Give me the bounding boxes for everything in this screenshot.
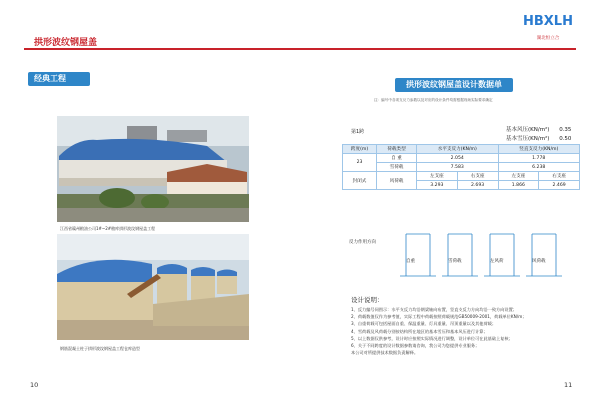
header-horizontal: 水平支反力(KN/m) [417, 145, 499, 154]
load-type-self: 自 重 [377, 154, 417, 163]
diagram-box-wind: 风荷载 [532, 259, 546, 264]
design-note-item: 2、荷载数值仅作为参考值，实际工程中荷载按照荷载规范GB50009-2001，荷载单位KN/m； [351, 314, 527, 320]
design-notes-title: 设计说明： [351, 296, 384, 304]
project-photo-2 [57, 234, 249, 340]
table-row [343, 154, 580, 163]
h-snow: 7.583 [417, 163, 499, 172]
section-tag-classic-projects: 经典工程 [28, 72, 90, 86]
side-label: 右支座 [457, 172, 498, 181]
side-label: 左支座 [498, 172, 539, 181]
snow-pressure-label: 基本雪压(KN/m²) [506, 136, 550, 142]
design-note-item: 6、关于不同跨度的设计数据参数请咨询，我公司为您提供专业服务； [351, 343, 480, 349]
design-note-item: 本公司对所提供技术数据负责解释。 [351, 350, 419, 356]
design-note: 注：编号中各项支反力参数以及对应的设计条件均需根据现场实际要求确定 [374, 98, 493, 102]
photo-caption-2: 钢筋混凝土柱子拱形波纹钢屋盖工程仓库造型 [60, 346, 140, 351]
wind-pressure-value: 0.35 [559, 127, 572, 133]
design-note-item: 4、雪荷载及风荷载分别按结构所在地区的基本雪压和基本风压进行计算； [351, 328, 488, 334]
wind-value: 2.693 [457, 181, 498, 190]
logo-subtitle: 湖北恒立合 [536, 36, 560, 41]
table-row [343, 172, 580, 181]
header-span: 跨度(m) [343, 145, 377, 154]
table-header-row [343, 145, 580, 154]
v-snow: 6.238 [498, 163, 580, 172]
load-type-snow: 雪荷载 [377, 163, 417, 172]
company-logo [520, 14, 576, 44]
design-note-item: 3、自重荷载可包括屋面自重、保温重量、灯具重量、吊顶重量以及其他荷载； [351, 321, 497, 327]
wind-pressure-label: 基本风压(KN/m²) [506, 127, 550, 133]
diagram-box-self: 自重 [406, 259, 415, 264]
wind-value: 1.866 [498, 181, 539, 190]
diagram-box-snow: 雪荷载 [448, 259, 462, 264]
enclosure-type: 封闭式 [343, 172, 377, 190]
design-note-item: 1、反力编号同图示：水平支反力均沿钢梁轴向布置，竖直支反力方向均沿一致方向设置； [351, 307, 517, 312]
photo-caption-1: 江西省赣州粮油公司1#~2#粮库拱形波纹钢屋盖工程 [60, 226, 156, 231]
project-photo-1 [57, 116, 249, 222]
design-note-item: 5、以上数据仅供参考，设计时应按照实际情况进行调整，设计单位可在此基础上复核； [351, 335, 513, 341]
page-number-left: 10 [30, 381, 39, 389]
snow-pressure-value: 0.50 [559, 136, 572, 142]
diagram-box-left-wind: 左风荷 [490, 259, 504, 264]
header-load-type: 荷载类型 [377, 145, 417, 154]
table-label: 第1跨 [351, 129, 365, 135]
v-self: 1.778 [498, 154, 580, 163]
force-direction-diagram [340, 220, 580, 284]
page-number-right: 11 [564, 381, 573, 389]
snow-pressure [506, 134, 571, 142]
span-value: 23 [343, 154, 377, 172]
header-vertical: 竖直支反力(KN/m) [498, 145, 580, 154]
side-label: 右支座 [539, 172, 580, 181]
header-divider [24, 48, 576, 50]
design-data-table [342, 144, 580, 190]
table-row [343, 163, 580, 172]
page-header-title: 拱形波纹钢屋盖 [34, 38, 98, 48]
wind-value: 3.293 [417, 181, 458, 190]
force-direction-label: 反力作用方向 [349, 240, 376, 245]
wind-value: 2.469 [539, 181, 580, 190]
logo-text: HBXLH [523, 14, 573, 29]
load-type-wind: 风荷载 [377, 172, 417, 190]
side-label: 左支座 [417, 172, 458, 181]
section-tag-design-data: 拱形波纹钢屋盖设计数据单 [395, 78, 513, 92]
design-notes-list [351, 306, 591, 356]
h-self: 2.054 [417, 154, 499, 163]
wind-pressure [506, 125, 571, 133]
